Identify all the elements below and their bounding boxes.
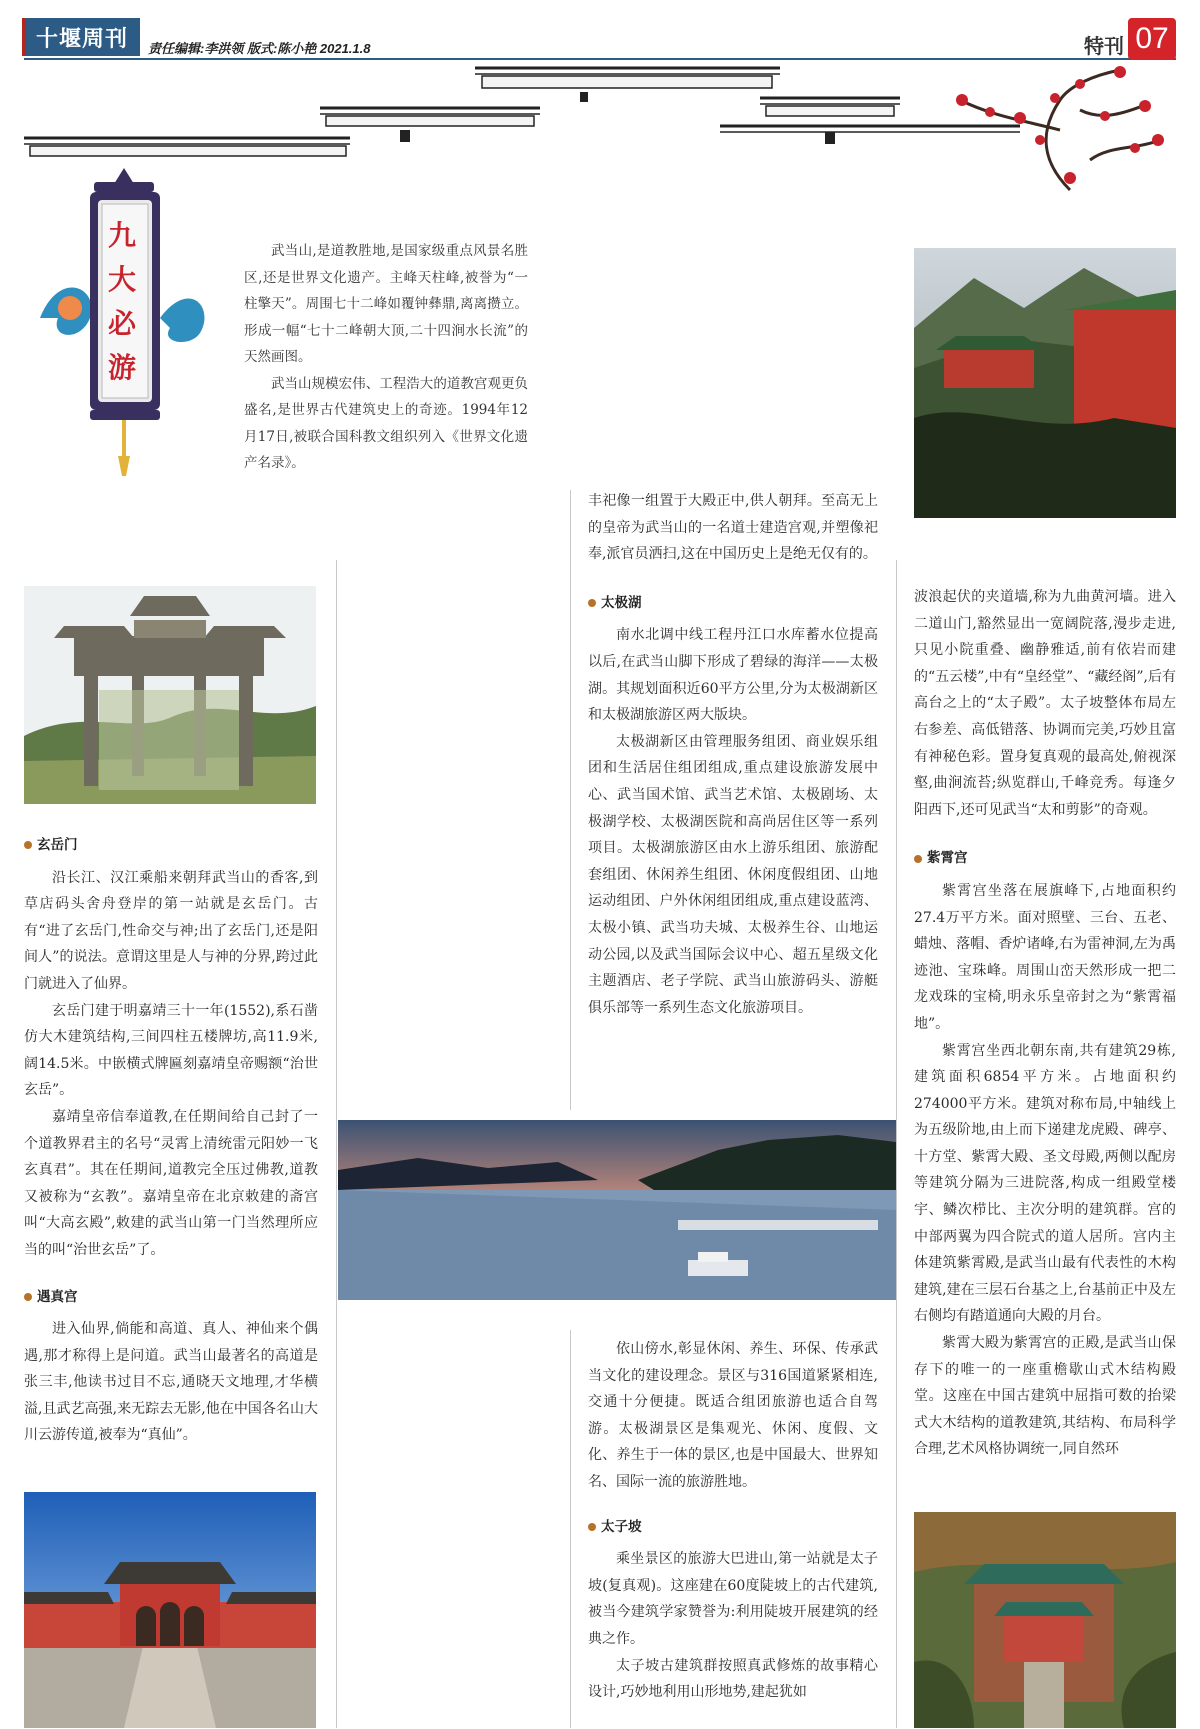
- heading-xuanyue: 玄岳门: [37, 837, 78, 853]
- intro-text: [244, 238, 528, 477]
- title-char: 大: [107, 263, 136, 296]
- bullet-dot-icon: [588, 599, 596, 607]
- column-divider: [336, 560, 337, 1728]
- heading-taizi: 太子坡: [601, 1518, 642, 1535]
- paragraph: 南水北调中线工程丹江口水库蓄水位提高以后,在武当山脚下形成了碧绿的海洋——太极湖。其规划面积近60平方公里,分为太极湖新区和太极湖旅游区两大版块。: [588, 627, 878, 724]
- column-divider: [896, 560, 897, 1728]
- photo-xuanyue-gate: [24, 586, 316, 804]
- section-heading: [588, 590, 878, 617]
- plum-blossom-icon: [920, 60, 1180, 210]
- scroll-title: [102, 214, 142, 390]
- section-heading: [588, 1514, 878, 1541]
- paragraph: 进入仙界,倘能和高道、真人、神仙来个偶遇,那才称得上是问道。武当山最著名的高道是张三丰,他读书过目不忘,通晓天文地理,才华横溢,且武艺高强,来无踪去无影,他在中国各名山大川云游传道,被奉为“真仙”。: [24, 1321, 318, 1444]
- column-2-bottom: [588, 1336, 878, 1706]
- intro-paragraph: 武当山规模宏伟、工程浩大的道教宫观更负盛名,是世界古代建筑史上的奇迹。1994年12月17日,被联合国科教文组织列入《世界文化遗产名录》。: [244, 375, 528, 471]
- paragraph: 太极湖新区由管理服务组团、商业娱乐组团和生活居住组团组成,重点建设旅游发展中心、武当国术馆、武当艺术馆、太极剧场、太极湖学校、太极湖医院和高尚居住区等一系列项目。太极湖旅游区由水上游乐组团、旅游配套组团、休闲养生组团、休闲度假组团、山地运动组团、户外休闲组团组成,重点建设蓝湾、太极小镇、武当功夫城、太极养生谷、山地运动公园,以及武当国际会议中心、超五星级文化主题酒店、老子学院、武当山旅游码头、游艇俱乐部等一系列生态文化旅游项目。: [588, 733, 878, 1016]
- photo-yuzhen-palace: [24, 1492, 316, 1728]
- page-number: 07: [1128, 18, 1176, 60]
- photo-taiji-lake: [338, 1120, 896, 1300]
- paragraph: 嘉靖皇帝信奉道教,在任期间给自己封了一个道教界君主的名号“灵霄上清统雷元阳妙一飞玄真君”。其在任期间,道教完全压过佛教,道教又被称为“玄教”。嘉靖皇帝在北京敕建的斋宫叫“大高玄殿”,敕建的武当山第一门当然理所应当的叫“治世玄岳”了。: [24, 1108, 318, 1258]
- masthead: 十堰周刊: [24, 18, 140, 56]
- paragraph: 乘坐景区的旅游大巴进山,第一站就是太子坡(复真观)。这座建在60度陡坡上的古代建筑,被当今建筑学家赞誉为:利用陡坡开展建筑的经典之作。: [588, 1551, 878, 1647]
- photo-zixiao-palace: [914, 1512, 1176, 1728]
- paragraph-continued: 波浪起伏的夹道墙,称为九曲黄河墙。进入二道山门,豁然显出一宽阔院落,漫步走进,只见小院重叠、幽静雅适,前有依岩而建的“五云楼”,中有“皇经堂”、“藏经阁”,后有高台之上的“太子殿”。太子坡整体布局左右参差、高低错落、协调而完美,巧妙且富有神秘色彩。置身复真观的最高处,俯视深壑,曲涧流苔;纵览群山,千峰竞秀。每逢夕阳西下,还可见武当“太和剪影”的奇观。: [914, 589, 1176, 818]
- paragraph-continued: 丰祀像一组置于大殿正中,供人朝拜。至高无上的皇帝为武当山的一名道士建造宫观,并塑像祀奉,派官员洒扫,这在中国历史上是绝无仅有的。: [588, 493, 878, 563]
- section-heading: [24, 1284, 318, 1311]
- paragraph: 玄岳门建于明嘉靖三十一年(1552),系石凿仿大木建筑结构,三间四柱五楼牌坊,高11.9米,阔14.5米。中嵌横式牌匾刻嘉靖皇帝赐额“治世玄岳”。: [24, 1002, 318, 1099]
- heading-yuzhen: 遇真宫: [37, 1288, 78, 1305]
- paragraph: 紫霄大殿为紫霄宫的正殿,是武当山保存下的唯一的一座重檐歇山式木结构殿堂。这座在中国古建筑中屈指可数的抬梁式大木结构的道教建筑,其结构、布局科学合理,艺术风格协调统一,同自然环: [914, 1335, 1176, 1458]
- paragraph: 沿长江、汉江乘船来朝拜武当山的香客,到草店码头舍舟登岸的第一站就是玄岳门。古有“进了玄岳门,性命交与神;出了玄岳门,还是阳间人”的说法。意谓这里是人与神的分界,跨过此门就进入了仙界。: [24, 869, 318, 992]
- section-label: 特刊: [1084, 34, 1124, 58]
- column-2-top: [588, 488, 878, 1021]
- title-char: 游: [107, 351, 136, 384]
- column-divider: [570, 1330, 571, 1728]
- section-heading: [24, 832, 318, 859]
- column-3: [914, 584, 1176, 1463]
- section-heading: [914, 845, 1176, 872]
- bullet-dot-icon: [24, 1293, 32, 1301]
- intro-paragraph: 武当山,是道教胜地,是国家级重点风景名胜区,还是世界文化遗产。主峰天柱峰,被誉为“一柱擎天”。周围七十二峰如覆钟彝鼎,离离攒立。形成一幅“七十二峰朝大顶,二十四涧水长流”的天然画图。: [244, 243, 528, 365]
- paragraph: 太子坡古建筑群按照真武修炼的故事精心设计,巧妙地利用山形地势,建起犹如: [588, 1657, 878, 1701]
- heading-zixiao: 紫霄宫: [927, 850, 968, 867]
- heading-taiji: 太极湖: [601, 594, 642, 611]
- rooftop-illustration: [20, 60, 1020, 170]
- bullet-dot-icon: [588, 1523, 596, 1531]
- bullet-dot-icon: [24, 841, 32, 849]
- paragraph: 紫霄宫坐西北朝东南,共有建筑29栋,建筑面积6854平方米。占地面积约274000平方米。建筑对称布局,中轴线上为五级阶地,由上而下递建龙虎殿、碑亭、十方堂、紫霄大殿、圣文母殿,两侧以配房等建筑分隔为三进院落,构成一组殿堂楼宇、鳞次栉比、主次分明的建筑群。宫的中部两翼为四合院式的道人居所。宫内主体建筑紫霄殿,是武当山最有代表性的木构建筑,建在三层石台基之上,台基前正中及左右侧均有踏道通向大殿的月台。: [914, 1042, 1176, 1325]
- bullet-dot-icon: [914, 855, 922, 863]
- paragraph: 依山傍水,彰显休闲、养生、环保、传承武当文化的建设理念。景区与316国道紧紧相连,交通十分便捷。既适合组团旅游也适合自驾游。太极湖景区是集观光、休闲、度假、文化、养生于一体的景区,也是中国最大、世界知名、国际一流的旅游胜地。: [588, 1341, 878, 1490]
- paragraph: 紫霄宫坐落在展旗峰下,占地面积约27.4万平方米。面对照壁、三台、五老、蜡烛、落帽、香炉诸峰,右为雷神洞,左为禹迹池、宝珠峰。周围山峦天然形成一把二龙戏珠的宝椅,明永乐皇帝封之为“紫霄福地”。: [914, 882, 1176, 1032]
- column-1: [24, 832, 318, 1449]
- title-char: 必: [107, 307, 136, 340]
- title-char: 九: [107, 219, 136, 252]
- column-divider: [570, 490, 571, 1110]
- editor-line: 责任编辑:李洪领 版式:陈小艳 2021.1.8: [148, 41, 371, 56]
- photo-mountain-temple: [914, 248, 1176, 518]
